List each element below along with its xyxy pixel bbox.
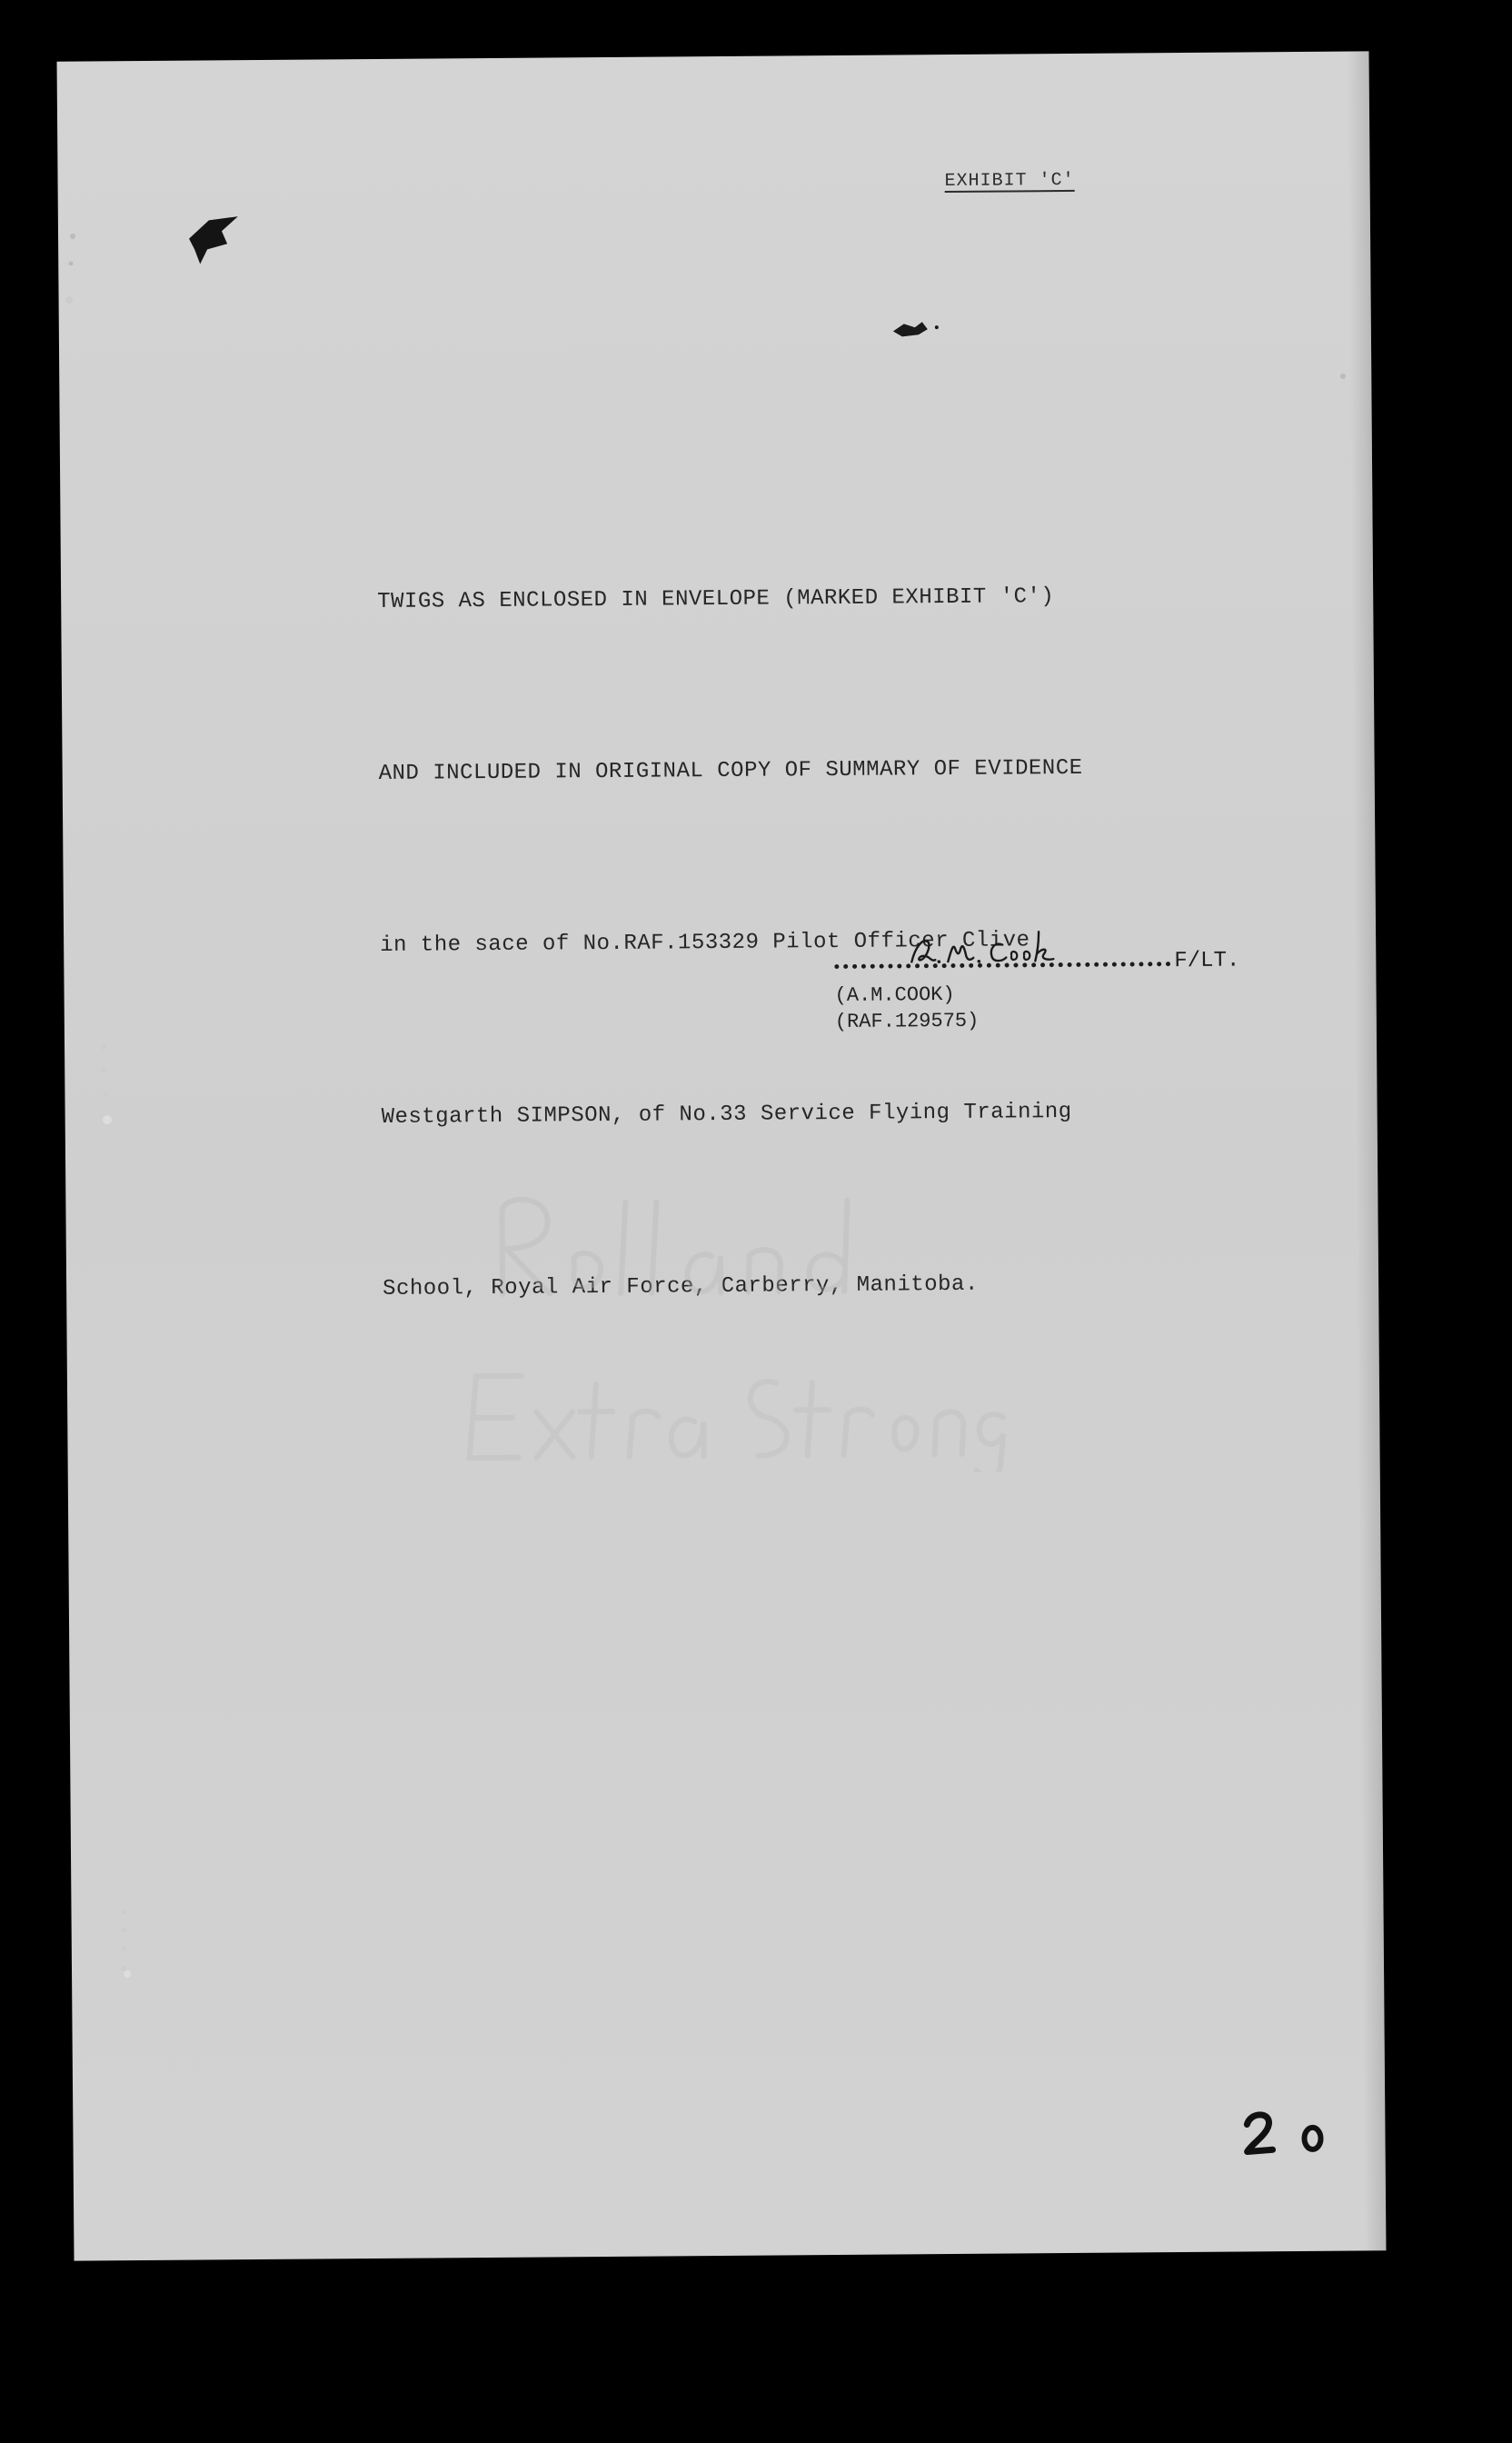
signature-rank: F/LT. — [1174, 948, 1240, 974]
body-line: TWIGS AS ENCLOSED IN ENVELOPE (MARKED EXHIBIT 'C') — [377, 584, 1055, 614]
page-edge-shadow — [1347, 51, 1386, 2250]
body-line: AND INCLUDED IN ORIGINAL COPY OF SUMMARY OF EVIDENCE — [378, 755, 1083, 786]
service-number: (RAF.129575) — [834, 1009, 980, 1034]
document-page — [57, 51, 1387, 2260]
paper-watermark — [447, 1182, 1012, 1477]
exhibit-label: EXHIBIT 'C' — [944, 169, 1075, 193]
body-line: in the sace of No.RAF.153329 Pilot Officer Clive — [380, 928, 1030, 958]
handwritten-signature — [902, 928, 1084, 973]
printed-name: (A.M.COOK) — [834, 982, 955, 1008]
body-line: School, Royal Air Force, Carberry, Manitoba. — [383, 1271, 979, 1301]
ink-blot-top-left — [182, 213, 245, 268]
body-line: Westgarth SIMPSON, of No.33 Service Flying Training — [381, 1099, 1072, 1130]
signature-block — [834, 942, 1308, 1035]
ink-speck-center — [891, 318, 946, 340]
signature-line — [834, 942, 1307, 982]
handwritten-page-number — [1239, 2106, 1348, 2161]
